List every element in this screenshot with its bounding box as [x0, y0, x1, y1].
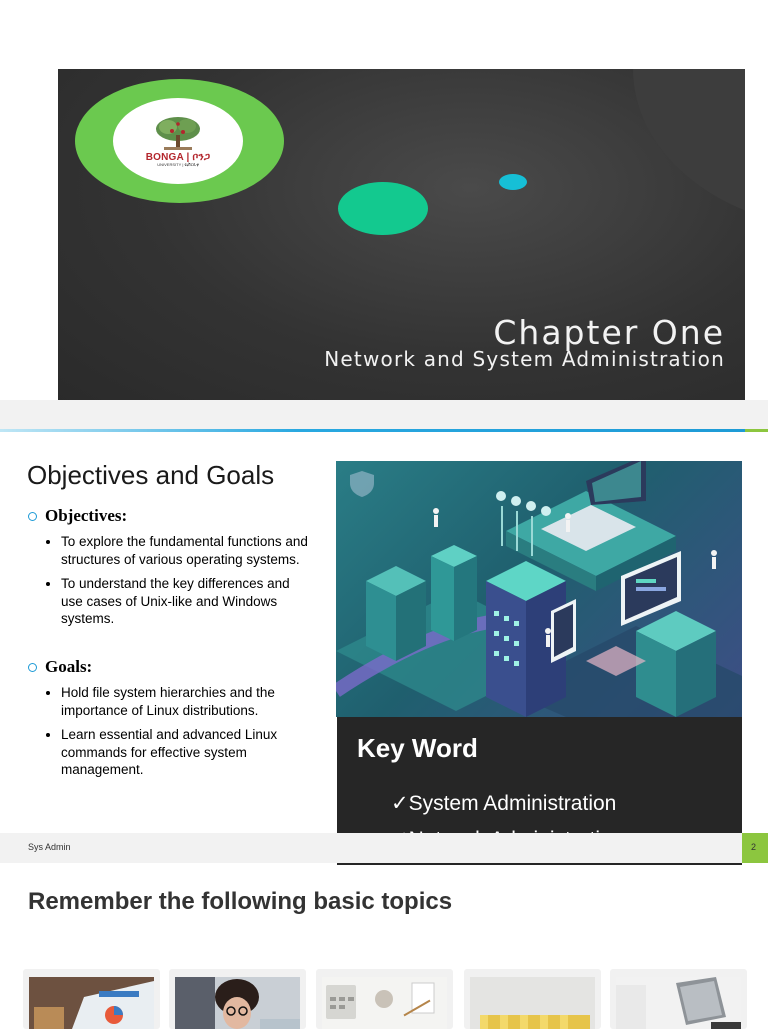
accent-line-blue — [0, 429, 745, 432]
objectives-list — [44, 533, 311, 635]
list-item: • Learn essential and advanced Linux commands for effective system management. — [61, 726, 311, 779]
slide-heading: Objectives and Goals — [27, 460, 275, 490]
slide-footer — [0, 833, 768, 863]
charts-photo-icon — [29, 977, 154, 1029]
ring-bullet-icon — [28, 512, 37, 521]
chapter-subtitle: Network and System Administration — [324, 347, 725, 371]
logo-sub: UNIVERSITY — [157, 162, 182, 167]
footer-text: Sys Admin — [28, 842, 71, 852]
accent-line-green — [745, 429, 768, 432]
logo-sub-2: ዩኒቨርሲቲ — [184, 162, 199, 167]
logo-name: BONGA — [145, 152, 184, 163]
list-item: • Hold file system hierarchies and the importance of Linux distributions. — [61, 684, 311, 719]
logo-ring — [75, 79, 284, 203]
decorative-dot-cyan — [499, 174, 527, 190]
desk-calculator-photo-icon — [322, 977, 447, 1029]
logo-script: ቦንጋ — [192, 152, 211, 163]
yellow-stack-photo-icon — [470, 977, 595, 1029]
slide-top-band — [0, 400, 768, 430]
objectives-label: Objectives: — [28, 506, 127, 526]
slide-heading: Remember the following basic topics — [28, 888, 453, 915]
card-woman-glasses-photo — [169, 969, 306, 1029]
chapter-title: Chapter One — [493, 313, 725, 352]
goals-label: Goals: — [28, 657, 92, 677]
woman-glasses-photo-icon — [175, 977, 300, 1029]
goals-list — [44, 684, 311, 786]
objectives-slide — [0, 400, 768, 866]
list-item: • To explore the fundamental functions and structures of various operating systems. — [61, 533, 311, 568]
card-yellow-stack-photo — [464, 969, 601, 1029]
topics-slide — [0, 866, 768, 1024]
card-desk-calculator-photo — [316, 969, 453, 1029]
page-number: 2 — [751, 842, 757, 852]
decorative-arc — [633, 69, 745, 229]
card-laptop-photo — [610, 969, 747, 1029]
university-logo: BONGA | ቦንጋ UNIVERSITY | ዩኒቨርሲቲ — [113, 98, 243, 184]
list-item: • To understand the key differences and use cases of Unix-like and Windows systems. — [61, 575, 311, 628]
keyword-item: ✓System Administration — [391, 792, 617, 815]
tree-logo-icon — [150, 115, 206, 151]
keyword-title: Key Word — [357, 733, 478, 763]
decorative-dot-green — [338, 182, 428, 235]
laptop-photo-icon — [616, 977, 741, 1029]
technology-illustration — [336, 461, 742, 717]
isometric-city-icon — [336, 461, 742, 717]
card-charts-photo — [23, 969, 160, 1029]
ring-bullet-icon — [28, 663, 37, 672]
chapter-title-slide — [58, 69, 745, 409]
